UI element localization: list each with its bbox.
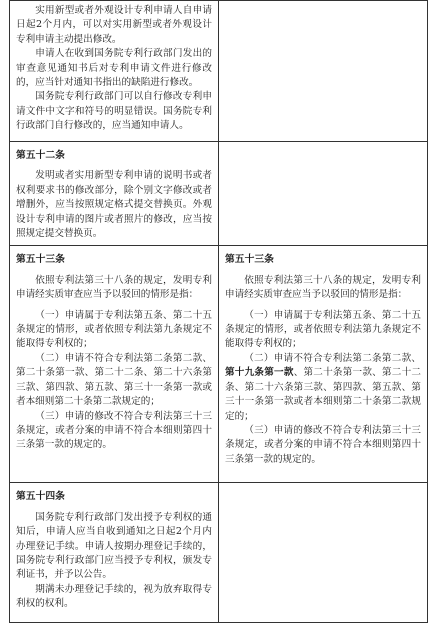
paragraph: （三）申请的修改不符合专利法第三十三条规定，或者分案的申请不符合本细则第四十三条第一款的规定的。 [16,410,212,451]
article-heading: 第五十三条 [225,254,274,266]
table-row [10,483,428,623]
left-cell [10,483,219,623]
left-cell [10,142,219,246]
bold-amendment: 第十九条第一款 [225,367,294,379]
paragraph: 申请人在收到国务院专利行政部门发出的审查意见通知书后对专利申请文件进行修改的，应当针对通知书指出的缺陷进行修改。 [16,48,212,89]
article-heading: 第五十四条 [16,491,65,503]
right-cell [219,246,428,483]
paragraph: 实用新型或者外观设计专利申请人自申请日起2个月内，可以对实用新型或者外观设计专利申请主动提出修改。 [16,5,212,45]
paragraph: （二）申请不符合专利法第二条第二款、第二十条第一款、第二十二条、第二十六条第三款、第四款、第五款、第三十一条第一款或者本细则第二十条第二款规定的； [16,352,212,408]
left-cell [10,1,219,142]
article-heading: 第五十三条 [16,254,65,266]
paragraph: （三）申请的修改不符合专利法第三十三条规定，或者分案的申请不符合本细则第四十三条第一款的规定的。 [225,424,421,465]
paragraph: 发明或者实用新型专利申请的说明书或者权利要求书的修改部分，除个别文字修改或者增删外，应当按照规定格式提交替换页。外观设计专利申请的图片或者照片的修改，应当按照规定提交替换页。 [16,170,212,240]
right-cell-empty [219,142,428,246]
right-cell-empty [219,483,428,623]
article-heading: 第五十二条 [16,150,65,161]
paragraph: （一）申请属于专利法第五条、第二十五条规定的情形，或者依照专利法第九条规定不能取得专利权的； [225,309,421,350]
paragraph: 国务院专利行政部门可以自行修改专利申请文件中文字和符号的明显错误。国务院专利行政部门自行修改的，应当通知申请人。 [16,91,212,132]
paragraph: 依照专利法第三十八条的规定，发明专利申请经实质审查应当予以驳回的情形是指： [16,274,212,301]
table-row [10,246,428,483]
table-row [10,1,428,142]
text-span: 、第二十条第一款、第二十二条、第二十六条第三款、第四款、第五款、第三十一条第一款或者本细则第二十条第二款规定的； [225,367,422,422]
text-span: （二）申请不符合专利法第二条第二款、 [244,352,421,364]
comparison-table [9,0,428,623]
paragraph: 期满未办理登记手续的，视为放弃取得专利权的权利。 [16,583,212,610]
paragraph: （一）申请属于专利法第五条、第二十五条规定的情形，或者依照专利法第九条规定不能取得专利权的； [16,309,212,350]
paragraph [225,352,421,424]
left-cell [10,246,219,483]
paragraph: 国务院专利行政部门发出授予专利权的通知后，申请人应当自收到通知之日起2个月内办理登记手续。申请人按期办理登记手续的，国务院专利行政部门应当授予专利权，颁发专利证书，并予以公告。 [16,511,212,581]
paragraph: 依照专利法第三十八条的规定，发明专利申请经实质审查应当予以驳回的情形是指： [225,274,421,301]
table-row [10,142,428,246]
right-cell-empty [219,1,428,142]
